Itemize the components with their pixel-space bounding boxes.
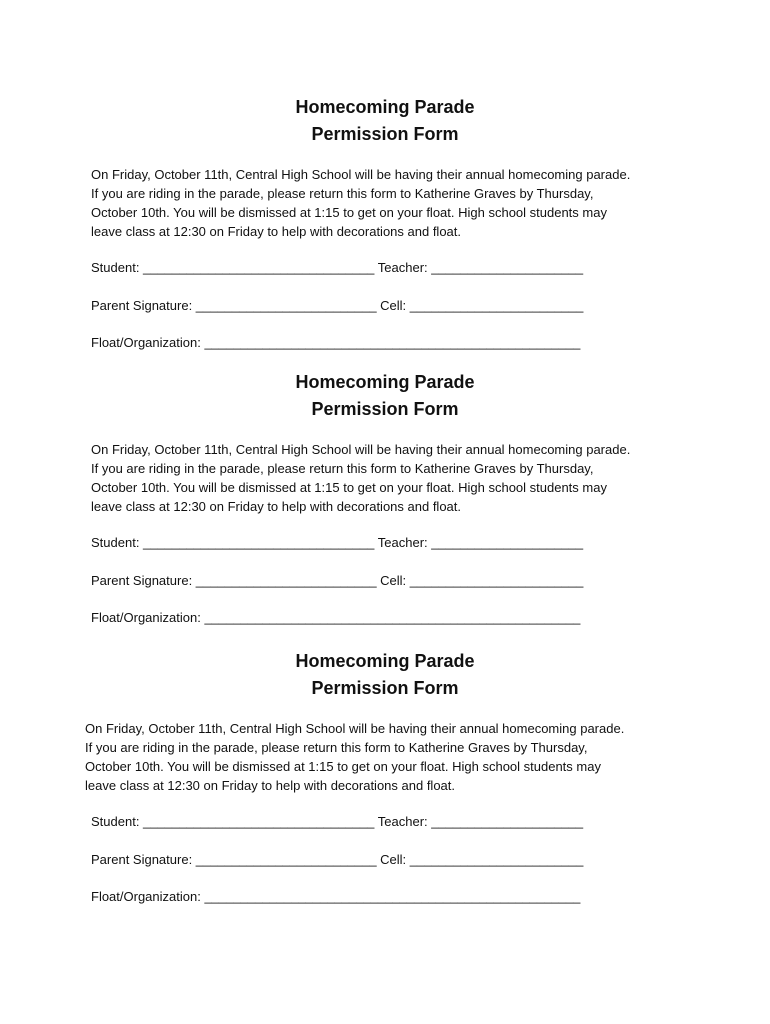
- title-line-2: Permission Form: [311, 124, 459, 144]
- cell-blank: ________________________: [409, 852, 584, 867]
- teacher-blank: _____________________: [431, 260, 584, 275]
- form-instructions: On Friday, October 11th, Central High School will be having their annual homecoming parade. If you are riding in the parade, please return this form to Katherine Graves by Thursday, October 10th. You will be dismissed at 1:15 to get on your float. High school students may leave class at 12:30 on Friday to help with decorations and float.: [91, 442, 631, 514]
- form-title: [0, 94, 770, 148]
- float-organization-blank: ____________________________________________________: [204, 610, 581, 625]
- student-label: Student:: [91, 260, 144, 275]
- parent-signature-label: Parent Signature:: [91, 298, 196, 313]
- teacher-blank: _____________________: [431, 814, 584, 829]
- student-label: Student:: [91, 814, 144, 829]
- title-line-2: Permission Form: [311, 399, 459, 419]
- teacher-label: Teacher:: [374, 814, 432, 829]
- float-organization-label: Float/Organization:: [91, 889, 205, 904]
- student-blank: ________________________________: [143, 814, 375, 829]
- parent-cell-row: [91, 851, 583, 869]
- parent-signature-blank: _________________________: [195, 573, 377, 588]
- form-instructions: On Friday, October 11th, Central High School will be having their annual homecoming parade. If you are riding in the parade, please return this form to Katherine Graves by Thursday, October 10th. You will be dismissed at 1:15 to get on your float. High school students may leave class at 12:30 on Friday to help with decorations and float.: [85, 721, 625, 793]
- permission-form: [0, 369, 770, 625]
- teacher-label: Teacher:: [374, 260, 432, 275]
- form-title: [0, 369, 770, 423]
- parent-signature-blank: _________________________: [195, 298, 377, 313]
- form-instructions: On Friday, October 11th, Central High School will be having their annual homecoming parade. If you are riding in the parade, please return this form to Katherine Graves by Thursday, October 10th. You will be dismissed at 1:15 to get on your float. High school students may leave class at 12:30 on Friday to help with decorations and float.: [91, 167, 631, 239]
- float-organization-label: Float/Organization:: [91, 335, 205, 350]
- student-label: Student:: [91, 535, 144, 550]
- float-organization-row: [91, 334, 580, 352]
- student-teacher-row: [91, 534, 583, 552]
- form-title: [0, 648, 770, 702]
- student-teacher-row: [91, 813, 583, 831]
- student-teacher-row: [91, 259, 583, 277]
- title-line-1: Homecoming Parade: [295, 372, 475, 392]
- parent-signature-label: Parent Signature:: [91, 852, 196, 867]
- float-organization-blank: ____________________________________________________: [204, 335, 581, 350]
- teacher-label: Teacher:: [374, 535, 432, 550]
- title-line-1: Homecoming Parade: [295, 651, 475, 671]
- title-line-2: Permission Form: [311, 678, 459, 698]
- cell-blank: ________________________: [409, 298, 584, 313]
- cell-label: Cell:: [376, 573, 410, 588]
- float-organization-row: [91, 609, 580, 627]
- cell-label: Cell:: [376, 852, 410, 867]
- title-line-1: Homecoming Parade: [295, 97, 475, 117]
- permission-form: [0, 94, 770, 350]
- parent-cell-row: [91, 572, 583, 590]
- float-organization-label: Float/Organization:: [91, 610, 205, 625]
- parent-signature-blank: _________________________: [195, 852, 377, 867]
- student-blank: ________________________________: [143, 535, 375, 550]
- permission-form: [0, 648, 770, 904]
- cell-blank: ________________________: [409, 573, 584, 588]
- parent-signature-label: Parent Signature:: [91, 573, 196, 588]
- parent-cell-row: [91, 297, 583, 315]
- teacher-blank: _____________________: [431, 535, 584, 550]
- float-organization-row: [91, 888, 580, 906]
- student-blank: ________________________________: [143, 260, 375, 275]
- cell-label: Cell:: [376, 298, 410, 313]
- float-organization-blank: ____________________________________________________: [204, 889, 581, 904]
